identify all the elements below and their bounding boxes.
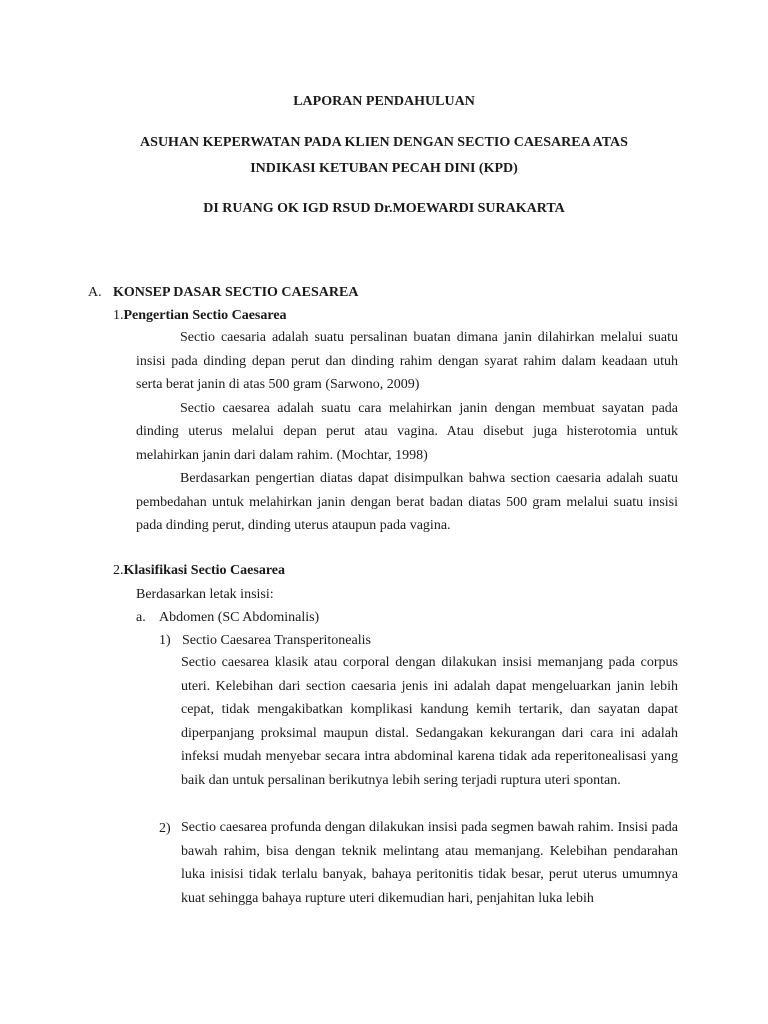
list-item-1-number: 1) <box>159 633 171 648</box>
subsection-1-number: 1. <box>113 308 124 323</box>
list-item-1-title: Sectio Caesarea Transperitonealis <box>182 633 371 648</box>
section-a-marker: A. <box>88 285 102 300</box>
item-a-label: Abdomen (SC Abdominalis) <box>159 610 320 625</box>
subsection-2-number: 2. <box>113 563 124 578</box>
section-a-title: KONSEP DASAR SECTIO CAESAREA <box>113 285 359 300</box>
list-item-1-body: Sectio caesarea klasik atau corporal dengan dilakukan insisi memanjang pada corpus uteri. Kelebihan dari section caesaria jenis ini adalah dapat mengeluarkan janin lebih cepat, tidak mengakibatkan komplikasi kandung kemih tertarik, dan sayatan dapat diperpanjang proksimal maupun distal. Sedangakan kekurangan dari cara ini adalah infeksi mudah menyebar secara intra abdominal karena tidak ada reperitonealisasi yang baik dan untuk persalinan berikutnya lebih sering terjadi ruptura uteri spontan. <box>181 655 678 788</box>
subsection-1-title: Pengertian Sectio Caesarea <box>123 308 287 323</box>
doc-location: DI RUANG OK IGD RSUD Dr.MOEWARDI SURAKARTA <box>203 201 565 216</box>
list-item-2-body: Sectio caesarea profunda dengan dilakukan insisi pada segmen bawah rahim. Insisi pada bawah rahim, bisa dengan teknik melintang atau memanjang. Kelebihan pendarahan luka inisisi tidak terlalu banyak, bahaya peritonitis tidak besar, perut uterus umumnya kuat sehingga bahaya rupture uteri dikemudian hari, penjahitan luka lebih <box>181 820 678 906</box>
subsection-1-body <box>136 326 678 538</box>
subsection-2-title: Klasifikasi Sectio Caesarea <box>123 563 286 578</box>
doc-subtitle-line2: INDIKASI KETUBAN PECAH DINI (KPD) <box>250 161 518 176</box>
subsection-2-intro: Berdasarkan letak insisi: <box>136 587 274 602</box>
doc-title: LAPORAN PENDAHULUAN <box>293 94 475 109</box>
item-a-marker: a. <box>136 610 146 625</box>
paragraph-3: Berdasarkan pengertian diatas dapat disimpulkan bahwa section caesaria adalah suatu pembedahan untuk melahirkan janin dengan berat badan diatas 500 gram melalui suatu insisi pada dinding perut, dinding uterus ataupun pada vagina. <box>136 471 678 533</box>
paragraph-1: Sectio caesaria adalah suatu persalinan buatan dimana janin dilahirkan melalui suatu insisi pada dinding depan perut dan dinding rahim dengan syarat rahim dalam keadaan utuh serta berat janin di atas 500 gram (Sarwono, 2009) <box>136 330 678 392</box>
subsection-2-heading <box>113 563 285 579</box>
subsection-1-heading <box>113 308 287 324</box>
doc-subtitle-line1: ASUHAN KEPERWATAN PADA KLIEN DENGAN SECTIO CAESAREA ATAS <box>140 135 628 150</box>
paragraph-2: Sectio caesarea adalah suatu cara melahirkan janin dengan membuat sayatan pada dinding uterus melalui depan perut atau vagina. Atau disebut juga histerotomia untuk melahirkan janin dari dalam rahim. (Mochtar, 1998) <box>136 400 678 463</box>
list-item-2-number: 2) <box>159 821 171 836</box>
